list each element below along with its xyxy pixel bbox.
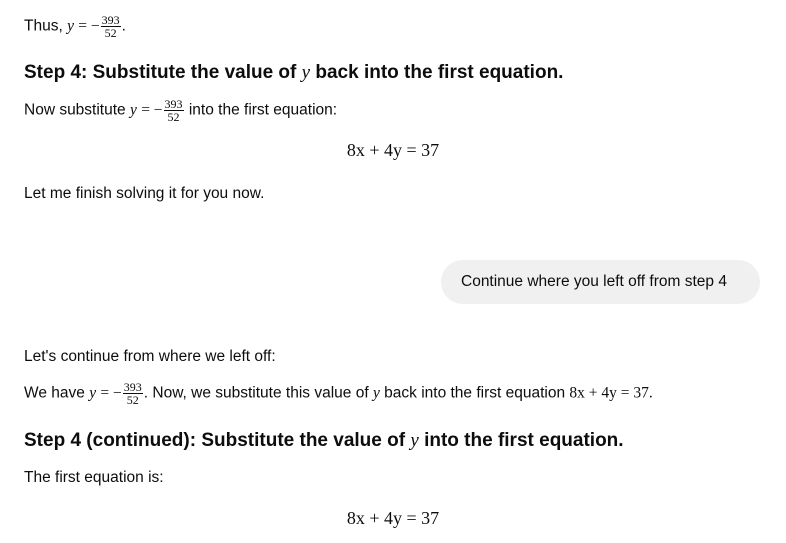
thus-line (24, 14, 126, 39)
equation-display: 8x + 4y = 37 (346, 508, 440, 528)
period: . (121, 17, 126, 35)
var-y: y (410, 430, 419, 451)
step4-heading: Step 4: Substitute the value of y back into the first equation. (24, 62, 564, 83)
var-y: y (301, 62, 311, 83)
fraction: $\frac{393}{52}$ (101, 13, 120, 40)
substitute-line: Now substitute y = − $\frac{393}{52}$ into the first equation: (24, 97, 338, 124)
user-message-text: Continue where you left off from step 4 (461, 273, 727, 290)
step4-continued-heading: Step 4 (continued): Substitute the value of y into the first equation. (24, 430, 624, 451)
equation-display: 8x + 4y = 37 (346, 140, 440, 160)
finish-text: Let me finish solving it for you now. (24, 185, 265, 202)
var-y: y (372, 384, 380, 402)
fraction: $\frac{393}{52}$ (123, 380, 142, 407)
user-message-bubble (441, 260, 760, 304)
var-y: y (89, 384, 97, 402)
var-y: y (67, 17, 74, 35)
first-equation-label: The first equation is: (24, 469, 164, 486)
thus-label: Thus, (24, 17, 63, 35)
fraction: $\frac{393}{52}$ (164, 97, 183, 124)
continue-intro: Let's continue from where we left off: (24, 348, 276, 365)
inline-equation: 8x + 4y = 37. (569, 384, 653, 402)
equals-minus: = − (78, 17, 100, 35)
var-y: y (129, 101, 137, 119)
we-have-line: We have y = − $\frac{393}{52}$ . Now, we substitute this value of y back into the first equation 8x + 4y = 37. (24, 380, 653, 407)
